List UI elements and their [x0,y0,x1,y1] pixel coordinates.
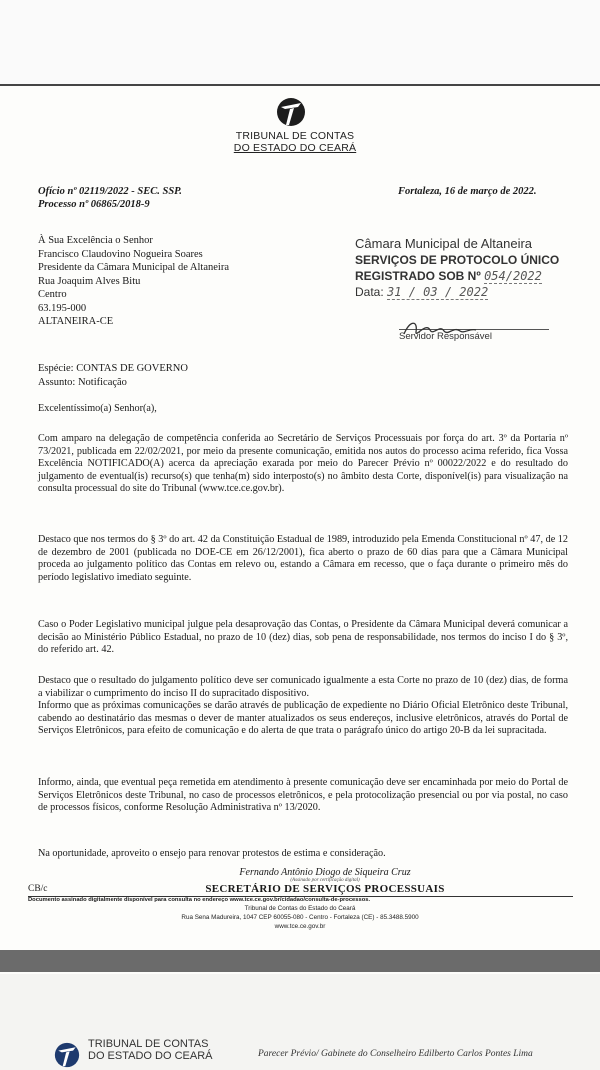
footer-org-name: TRIBUNAL DE CONTAS DO ESTADO DO CEARÁ [88,1038,213,1062]
paragraph-1: Com amparo na delegação de competência conferida ao Secretário de Serviços Processuais por força do art. 3º da Portaria nº 73/2021, publicada em 22/02/2021, por meio da presente comunicação, emitida nos autos do processo acima referido, fica Vossa Excelência NOTIFICADO(A) acerca da apreciação exarada por meio do Parecer Prévio nº 00022/2022 e do resultado do julgamento de eventual(is) recurso(s) que tenha(m) sido interposto(s) no âmbito desta Corte, disponível(is) para visualização na consulta processual do site do Tribunal (www.tce.ce.gov.br). [38,433,568,495]
paragraph-4: Destaco que o resultado do julgamento político deve ser comunicado igualmente a esta Corte no prazo de 10 (dez) dias, de forma a viabilizar o cumprimento do inciso II do supracitado dispositivo. Informo que as próximas comunicações se darão através de publicação de expediente no Diário Oficial Eletrônico deste Tribunal, cabendo ao destinatário das mesmas o dever de manter atualizados os seus endereços, inclusive eletrônicos, através do Portal de Serviços Eletrônicos, para efeito de comunicação e do alerta de que trata o parágrafo único do artigo 20-B da lei supracitada. [38,675,568,737]
closing: Na oportunidade, aproveito o ensejo para renovar protestos de estima e consideração. [38,848,386,859]
oficio-number: Ofício nº 02119/2022 - SEC. SSP. [38,186,182,197]
paragraph-3: Caso o Poder Legislativo municipal julgue pela desaprovação das Contas, o Presidente da Câmara Municipal deverá comunicar a decisão ao Ministério Público Estadual, no prazo de 10 (dez) dias, sob pena de responsabilidade, nos termos do inciso I do § 3º, do referido art. 42. [38,619,568,656]
handwritten-signature-icon [400,316,480,342]
place-date: Fortaleza, 16 de março de 2022. [398,186,537,197]
top-margin [0,0,600,84]
letterhead-title: TRIBUNAL DE CONTAS DO ESTADO DO CEARÁ [233,130,357,154]
initials: CB/c [28,884,48,894]
tce-logo-icon [276,95,306,129]
recipient-address: À Sua Excelência o Senhor Francisco Claudovino Nogueira Soares Presidente da Câmara Municipal de Altaneira Rua Joaquim Alves Bitu Centro 63.195-000 ALTANEIRA-CE [38,235,229,327]
page-separator [0,950,600,972]
footer-caption: Parecer Prévio/ Gabinete do Conselheiro Edilberto Carlos Pontes Lima [258,1049,533,1059]
signature-block: Fernando Antônio Diogo de Siqueira Cruz (Assinado por certificação digital) SECRETÁRIO DE SERVIÇOS PROCESSUAIS [205,867,445,895]
digital-signature-notice: Documento assinado digitalmente disponível para consulta no endereço www.tce.ce.gov.br/cidadao/consulta-de-processos. [28,897,371,903]
document-meta: Espécie: CONTAS DE GOVERNO Assunto: Notificação [38,363,188,388]
document-page [0,84,600,974]
paragraph-5: Informo, ainda, que eventual peça remetida em atendimento à presente comunicação deve ser encaminhada por meio do Portal de Serviços Eletrônicos deste Tribunal, no caso de processos eletrônicos, e pela protocolização presencial ou por via postal, no caso de processos físicos, conforme Resolução Administrativa nº 13/2020. [38,777,568,814]
tce-footer-logo-icon [54,1040,80,1070]
processo-number: Processo nº 06865/2018-9 [38,199,150,210]
footer-address: Tribunal de Contas do Estado do Ceará Rua Sena Madureira, 1047 CEP 60055-080 - Centro - Fortaleza (CE) - 85.3488.5900 www.tce.ce.gov.br [181,905,419,930]
greeting: Excelentíssimo(a) Senhor(a), [38,403,157,414]
protocol-stamp: Câmara Municipal de Altaneira SERVIÇOS DE PROTOCOLO ÚNICO REGISTRADO SOB Nº 054/2022 Data: 31 / 03 / 2022 Servidor Responsável [355,236,560,342]
stamp-date: 31 / 03 / 2022 [387,285,489,299]
registration-number: 054/2022 [484,269,542,283]
paragraph-2: Destaco que nos termos do § 3º do art. 42 da Constituição Estadual de 1989, introduzido pela Emenda Constitucional nº 47, de 12 de dezembro de 2001 (publicada no DOE-CE em 26/12/2001), fica aberto o prazo de 60 dias para que a Câmara Municipal proceda ao julgamento político das Contas em relevo ou, estando a Câmara em recesso, que o faça durante o primeiro mês do período legislativo imediato seguinte. [38,534,568,583]
